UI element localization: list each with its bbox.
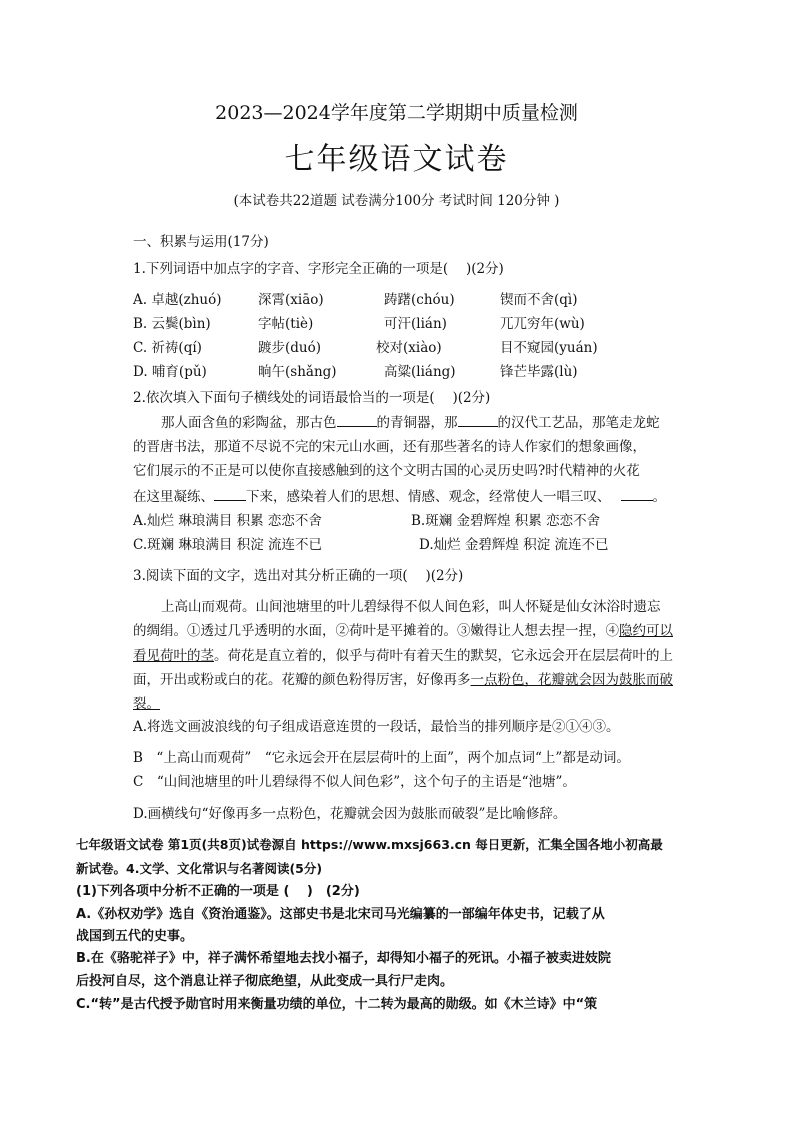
q3-passage-line1: 上高山而观荷。山间池塘里的叶儿碧绿得不似人间色彩，叫人怀疑是仙女沐浴时遗忘 — [161, 599, 661, 615]
q1-option-a-4: 锲而不舍(qì) — [500, 292, 578, 308]
q3-option-c: C “山间池塘里的叶儿碧绿得不似人间色彩”，这个句子的主语是“池塘”。 — [133, 774, 576, 790]
q1-option-a-1: A. 卓越(zhuó) — [133, 292, 222, 308]
s4-option-a-line1: A.《孙权劝学》选自《资治通鉴》。这部史书是北宋司马光编纂的一部编年体史书，记载了从 — [76, 907, 605, 922]
page-footer-line2: 新试卷。4.文学、文化常识与名著阅读(5分) — [76, 861, 323, 876]
q1-option-d-3: 高粱(liáng) — [384, 364, 456, 380]
q3-option-d: D.画横线句“好像再多一点粉色，花瓣就会因为鼓胀而破裂”是比喻修辞。 — [133, 806, 567, 822]
q2-passage-line2: 的晋唐书法，那道不尽说不完的宋元山水画，还有那些著名的诗人作家们的想象画像， — [133, 439, 646, 455]
q1-option-d-4: 锋芒毕露(lù) — [500, 364, 578, 380]
q2-passage-line3: 它们展示的不正是可以使你直接感触到的这个文明古国的心灵历史吗?时代精神的火花 — [133, 463, 640, 479]
subject-title: 七年级语文试卷 — [284, 142, 509, 177]
q2-passage-line1: 那人面含鱼的彩陶盆，那古色 的青铜器，那 的汉代工艺品，那笔走龙蛇 — [161, 412, 660, 433]
q3-stem: 3.阅读下面的文字，选出对其分析正确的一项( )(2分) — [133, 568, 464, 584]
q1-option-c-1: C. 祈祷(qí) — [133, 340, 202, 356]
s4-option-b-line2: 后投河自尽，这个消息让祥子彻底绝望，从此变成一具行尸走肉。 — [76, 974, 454, 989]
q1-option-d-2: 晌午(shǎng) — [258, 364, 337, 380]
q1-option-d-1: D. 哺育(pǔ) — [133, 364, 207, 380]
q3-option-b: B “上高山而观荷” “它永远会开在层层荷叶的上面”，两个加点词“上”都是动词。 — [133, 750, 630, 766]
q2-stem: 2.依次填入下面句子横线处的词语最恰当的一项是( )(2分) — [133, 390, 491, 406]
q2-option-a: A.灿烂 琳琅满目 积累 恋恋不舍 — [133, 513, 322, 529]
q2-passage-line4: 在这里凝练、 下来，感染着人们的思想、情感、观念，经常使人一唱三叹、 。 — [133, 486, 666, 507]
s4-option-b-line1: B.在《骆驼祥子》中，祥子满怀希望地去找小福子，却得知小福子的死讯。小福子被卖进妓院 — [76, 951, 611, 966]
blank-1 — [337, 412, 377, 427]
s4-question: (1)下列各项中分析不正确的一项是 ( ) (2分) — [76, 884, 360, 899]
q3-option-a: A.将选文画波浪线的句子组成语意连贯的一段话，最恰当的排列顺序是②①④③。 — [133, 719, 620, 735]
page-footer-line1: 七年级语文试卷 第1页(共8页)试卷源自 https://www.mxsj663.cn 每日更新，汇集全国各地小初高最 — [76, 837, 663, 852]
s4-option-a-line2: 战国到五代的史事。 — [76, 929, 194, 944]
q1-option-b-1: B. 云鬓(bìn) — [133, 316, 211, 332]
q3-passage-line3: 看见荷叶的茎。荷花是直立着的，似乎与荷叶有着天生的默契，它永远会开在层层荷叶的上 — [133, 648, 673, 664]
q1-option-a-3: 踌躇(chóu) — [384, 292, 455, 308]
s4-option-c-line1: C.“转”是古代授予勋官时用来衡量功绩的单位，十二转为最高的勋级。如《木兰诗》中“策 — [76, 997, 598, 1012]
q3-passage-line4: 面，开出或粉或白的花。花瓣的颜色粉得厉害，好像再多一点粉色，花瓣就会因为鼓胀而破 — [133, 672, 673, 688]
q1-option-b-3: 可汗(lián) — [384, 316, 447, 332]
exam-info: (本试卷共22道题 试卷满分100分 考试时间 120分钟 ) — [233, 193, 560, 209]
q1-option-b-2: 字帖(tiè) — [258, 316, 314, 332]
q3-passage-line5: 裂。 — [133, 696, 160, 712]
section1-heading: 一、积累与运用(17分) — [133, 234, 269, 250]
blank-3 — [214, 486, 246, 501]
q2-option-b: B.斑斓 金碧辉煌 积累 恋恋不舍 — [411, 513, 601, 529]
q2-option-c: C.斑斓 琳琅满目 积淀 流连不已 — [133, 537, 323, 553]
exam-title: 2023—2024学年度第二学期期中质量检测 — [215, 102, 578, 124]
blank-4 — [621, 486, 653, 501]
q1-option-c-4: 目不窥园(yuán) — [500, 340, 598, 356]
blank-2 — [458, 412, 498, 427]
q1-option-a-2: 深霄(xiāo) — [258, 292, 324, 308]
q3-passage-line2: 的绸绢。①透过几乎透明的水面，②荷叶是平摊着的。③嫩得让人想去捏一捏，④隐约可以 — [133, 623, 673, 639]
q1-stem: 1.下列词语中加点字的字音、字形完全正确的一项是( )(2分) — [133, 261, 504, 277]
q1-option-b-4: 兀兀穷年(wù) — [500, 316, 585, 332]
q1-option-c-3: 校对(xiào) — [376, 340, 442, 356]
q2-option-d: D.灿烂 金碧辉煌 积淀 流连不已 — [419, 537, 609, 553]
q1-option-c-2: 踱步(duó) — [258, 340, 321, 356]
